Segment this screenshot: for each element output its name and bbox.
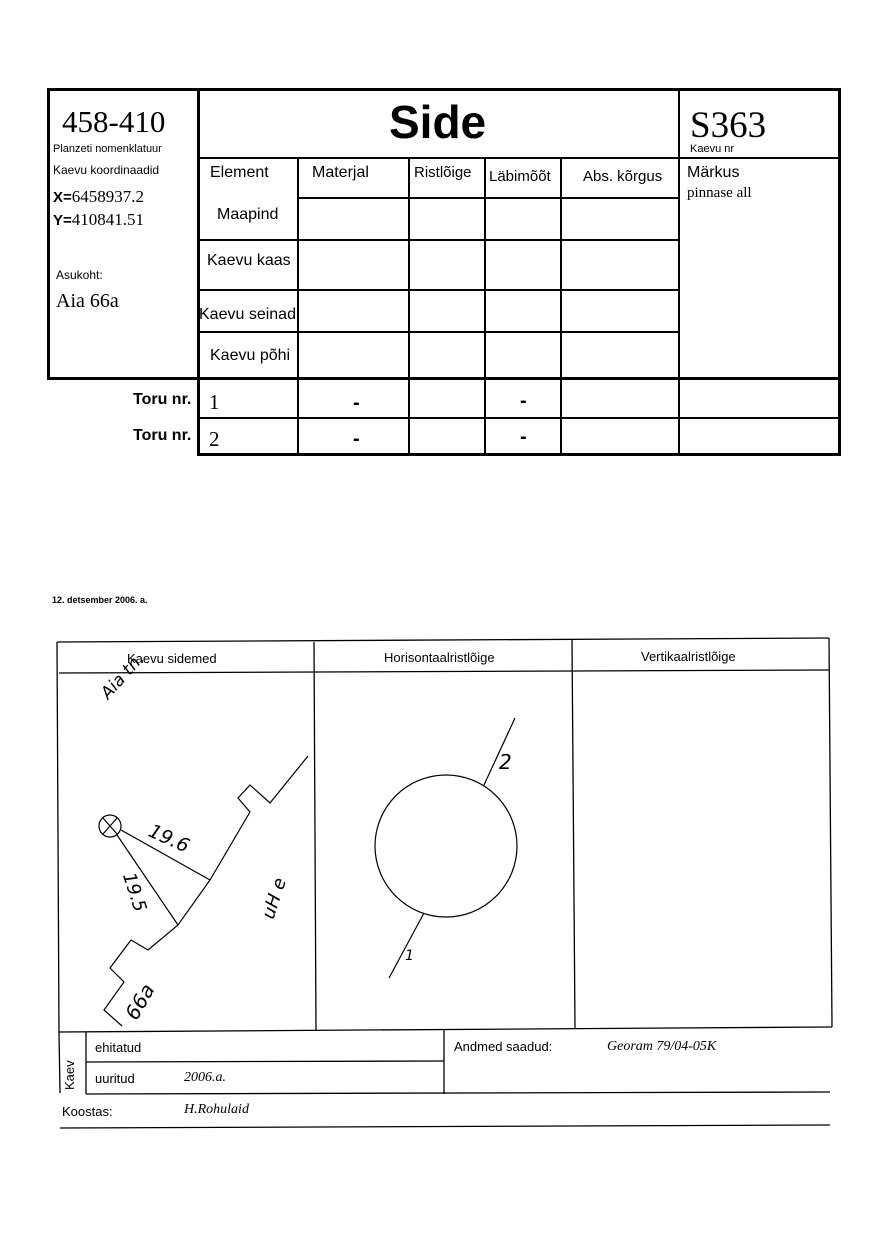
sheet-label: Planzeti nomenklatuur [53, 143, 162, 155]
header-material: Materjal [312, 164, 369, 181]
sketch-street-label-2: uH e [258, 875, 291, 922]
location-value: Aia 66a [56, 290, 119, 312]
data-source-value: Georam 79/04-05K [607, 1039, 717, 1054]
author-value: H.Rohulaid [184, 1102, 249, 1117]
x-coordinate: X=6458937.2 [53, 187, 145, 206]
header-remarks: Märkus [687, 164, 740, 181]
author-label: Koostas: [62, 1104, 113, 1119]
data-source-label: Andmed saadud: [454, 1039, 553, 1054]
pipe-diameter: - [520, 390, 527, 412]
col-vertical: Vertikaalristlõige [641, 649, 736, 664]
location-label: Asukoht: [56, 268, 103, 282]
pipe-label-2: 2 [499, 750, 512, 774]
well-label: Kaevu nr [690, 143, 735, 155]
header-element: Element [210, 164, 269, 181]
sketch-distance-1: 19.6 [145, 820, 193, 858]
header-abs-height: Abs. kõrgus [583, 168, 663, 185]
built-label: ehitatud [95, 1040, 142, 1055]
y-coordinate: Y=410841.51 [53, 210, 145, 229]
well-number: S363 [690, 105, 767, 146]
sheet-number: 458-410 [62, 104, 166, 139]
element-row-label: Kaevu põhi [210, 347, 291, 364]
sketch-house-label: 66a [120, 979, 160, 1024]
header-diameter: Läbimõõt [489, 168, 551, 185]
pipe-label-1: 1 [405, 948, 414, 964]
side-label: Kaev [62, 1060, 77, 1090]
well-outline [375, 775, 517, 917]
coords-label: Kaevu koordinaadid [53, 163, 160, 177]
pipe-material: - [353, 392, 360, 414]
col-connections: Kaevu sidemed [127, 651, 217, 666]
header-section: Ristlõige [414, 164, 472, 181]
card-title: Side [389, 96, 487, 148]
element-row-label: Kaevu kaas [207, 252, 291, 269]
remark-text: pinnase all [687, 185, 752, 201]
updated-label: uuritud [95, 1071, 135, 1086]
pipe-diameter: - [520, 426, 527, 448]
pipe-number: 2 [209, 427, 220, 451]
element-row-label: Maapind [217, 206, 279, 223]
pipe-row-label: Toru nr. [133, 427, 192, 444]
element-row-label: Kaevu seinad [199, 306, 296, 323]
sketch-distance-2: 19.5 [118, 870, 151, 915]
updated-value: 2006.a. [184, 1070, 226, 1085]
pipe-material: - [353, 428, 360, 450]
pipe-line [389, 913, 424, 978]
pipe-number: 1 [209, 390, 220, 414]
card-date: 12. detsember 2006. a. [52, 595, 148, 605]
pipe-row-label: Toru nr. [133, 391, 192, 408]
sketch-street-label: Aia tn. [97, 649, 149, 704]
col-horizontal: Horisontaalristlõige [384, 650, 495, 665]
